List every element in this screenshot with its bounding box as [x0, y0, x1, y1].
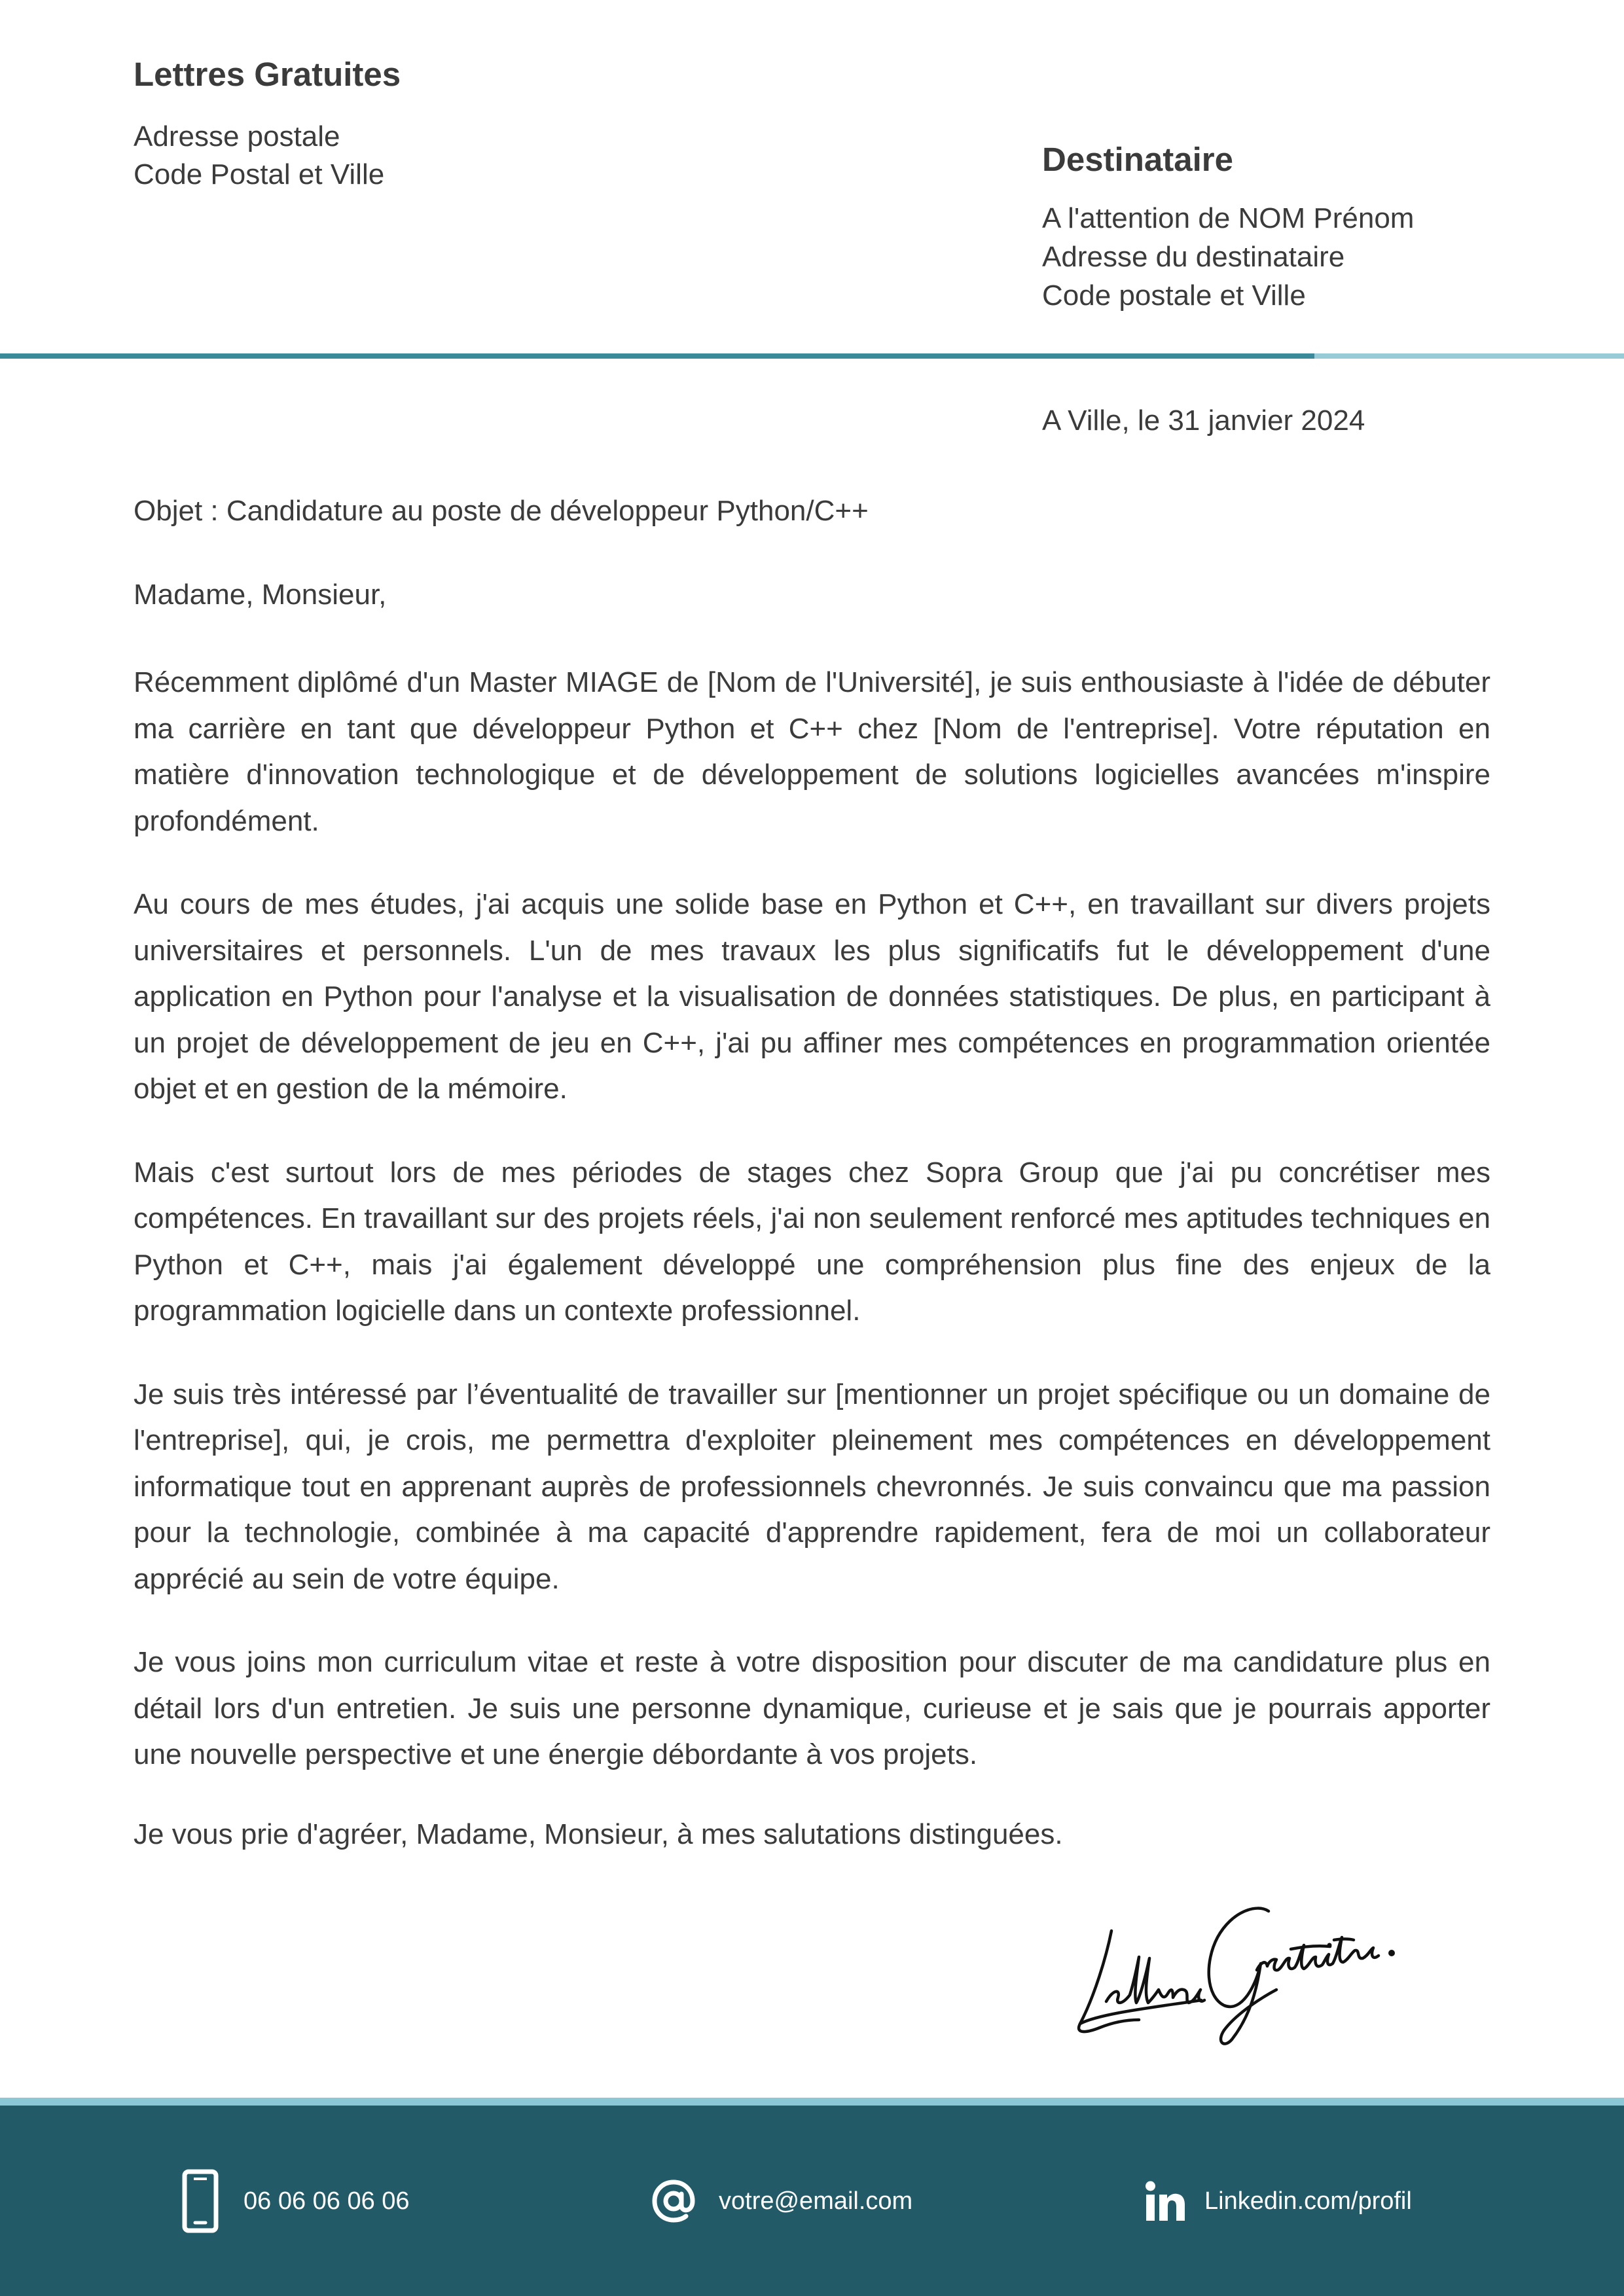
contact-email[interactable]: [649, 2106, 912, 2296]
letter-closing: Je vous prie d'agréer, Madame, Monsieur, à mes salutations distinguées.: [134, 1818, 1063, 1850]
letter-body: [134, 492, 1490, 1854]
sender-address: Adresse postale: [134, 120, 340, 152]
sender-city: Code Postal et Ville: [134, 158, 385, 190]
email-address: votre@email.com: [719, 2187, 913, 2215]
recipient-city: Code postale et Ville: [1042, 279, 1306, 312]
sender-name: Lettres Gratuites: [134, 56, 401, 93]
letter-date: A Ville, le 31 janvier 2024: [1042, 404, 1365, 437]
at-icon: [649, 2177, 698, 2225]
footer: [0, 2106, 1624, 2296]
contact-linkedin[interactable]: [1144, 2106, 1412, 2296]
phone-number: 06 06 06 06 06: [244, 2187, 410, 2215]
sender-block: [134, 55, 401, 194]
recipient-title: Destinataire: [1042, 141, 1233, 178]
footer-accent-bar: [0, 2098, 1624, 2106]
letter-paragraph: Je vous joins mon curriculum vitae et reste à votre disposition pour discuter de ma candidature plus en détail lors d'un entretien. Je suis une personne dynamique, curieuse et je sais que je pourrais apporter une nouvelle perspective et une énergie débordante à vos projets.: [134, 1646, 1490, 1770]
letter-paragraph: Mais c'est surtout lors de mes périodes de stages chez Sopra Group que j'ai pu concrétiser mes compétences. En travaillant sur des projets réels, j'ai non seulement renforcé mes aptitudes techniques en Python et C++, mais j'ai également développé une compréhension plus fine des enjeux de la programmation logicielle dans un contexte professionnel.: [134, 1156, 1490, 1327]
letter-salutation: Madame, Monsieur,: [134, 579, 387, 611]
signature: [1060, 1885, 1440, 2055]
letter-subject: Objet : Candidature au poste de développeur Python/C++: [134, 495, 869, 527]
linkedin-url: Linkedin.com/profil: [1204, 2187, 1412, 2215]
letter-paragraph: Je suis très intéressé par l’éventualité de travailler sur [mentionner un projet spécifique ou un domaine de l'entreprise], qui, je crois, me permettra d'exploiter pleinement mes compétences en développement informatique tout en apprenant auprès de professionnels chevronnés. Je suis convaincu que ma passion pour la technologie, combinée à ma capacité d'apprendre rapidement, fera de moi un collaborateur apprécié au sein de votre équipe.: [134, 1378, 1490, 1595]
recipient-attention: A l'attention de NOM Prénom: [1042, 202, 1415, 234]
letter-paragraph: Récemment diplômé d'un Master MIAGE de [Nom de l'Université], je suis enthousiaste à l'idée de débuter ma carrière en tant que développeur Python et C++ chez [Nom de l'entreprise]. Votre réputation en matière d'innovation technologique et de développement de solutions logicielles avancées m'inspire profondément.: [134, 666, 1490, 837]
header-divider: [0, 353, 1314, 359]
recipient-block: [1042, 140, 1414, 315]
recipient-address: Adresse du destinataire: [1042, 241, 1345, 273]
letter-paragraph: Au cours de mes études, j'ai acquis une solide base en Python et C++, en travaillant sur divers projets universitaires et personnels. L'un de mes travaux les plus significatifs fut le développement d'une application en Python pour l'analyse et la visualisation de données statistiques. De plus, en participant à un projet de développement de jeu en C++, j'ai pu affiner mes compétences en programmation orientée objet et en gestion de la mémoire.: [134, 888, 1490, 1105]
linkedin-icon: [1144, 2180, 1186, 2222]
phone-icon: [182, 2169, 219, 2233]
header-divider-accent: [1314, 353, 1624, 359]
contact-phone[interactable]: [182, 2106, 410, 2296]
